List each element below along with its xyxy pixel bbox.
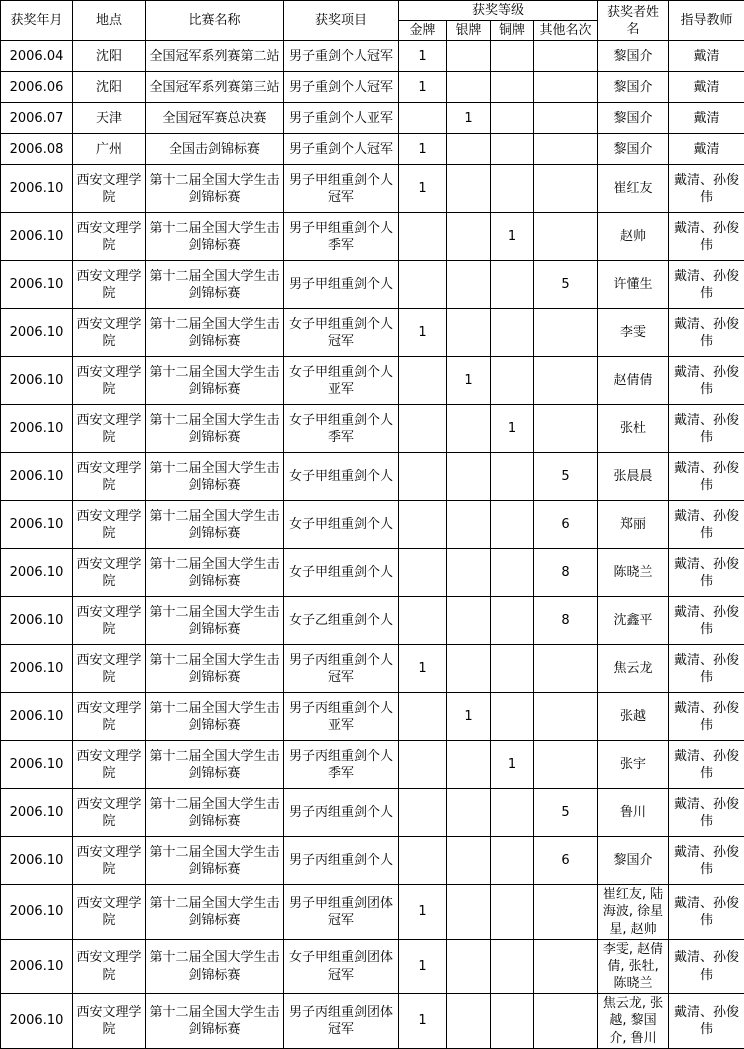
- cell-gold: [399, 357, 447, 405]
- cell-event: 男子重剑个人亚军: [284, 103, 399, 134]
- cell-year-month: 2006.10: [1, 549, 73, 597]
- cell-competition: 第十二届全国大学生击剑锦标赛: [146, 453, 284, 501]
- cell-location: 西安文理学院: [73, 501, 146, 549]
- cell-advisor: 戴清、孙俊伟: [669, 597, 744, 645]
- cell-competition: 第十二届全国大学生击剑锦标赛: [146, 405, 284, 453]
- cell-year-month: 2006.10: [1, 939, 73, 993]
- cell-silver: [447, 994, 491, 1048]
- cell-event: 男子丙组重剑个人: [284, 789, 399, 837]
- cell-event: 男子丙组重剑个人亚军: [284, 693, 399, 741]
- cell-event: 男子丙组重剑个人: [284, 837, 399, 885]
- cell-year-month: 2006.10: [1, 837, 73, 885]
- cell-location: 广州: [73, 134, 146, 165]
- cell-winner: 赵帅: [598, 213, 669, 261]
- cell-competition: 第十二届全国大学生击剑锦标赛: [146, 261, 284, 309]
- cell-gold: [399, 597, 447, 645]
- cell-other-rank: 8: [534, 549, 598, 597]
- cell-silver: [447, 309, 491, 357]
- cell-year-month: 2006.04: [1, 41, 73, 72]
- cell-advisor: 戴清、孙俊伟: [669, 939, 744, 993]
- cell-silver: [447, 405, 491, 453]
- cell-bronze: [491, 549, 534, 597]
- cell-year-month: 2006.10: [1, 453, 73, 501]
- cell-event: 女子甲组重剑个人冠军: [284, 309, 399, 357]
- cell-winner: 焦云龙, 张越, 黎国介, 鲁川: [598, 994, 669, 1048]
- cell-location: 西安文理学院: [73, 357, 146, 405]
- cell-winner: 焦云龙: [598, 645, 669, 693]
- cell-winner: 崔红友, 陆海波, 徐星星, 赵帅: [598, 885, 669, 939]
- cell-competition: 第十二届全国大学生击剑锦标赛: [146, 837, 284, 885]
- cell-event: 女子乙组重剑个人: [284, 597, 399, 645]
- cell-event: 女子甲组重剑个人: [284, 501, 399, 549]
- header-row-top: [1, 1, 744, 21]
- cell-advisor: 戴清、孙俊伟: [669, 453, 744, 501]
- cell-gold: [399, 693, 447, 741]
- table-row: [1, 357, 744, 405]
- cell-competition: 第十二届全国大学生击剑锦标赛: [146, 549, 284, 597]
- cell-competition: 第十二届全国大学生击剑锦标赛: [146, 645, 284, 693]
- cell-competition: 全国冠军赛总决赛: [146, 103, 284, 134]
- col-header-year-month: 获奖年月: [1, 1, 73, 41]
- cell-winner: 沈鑫平: [598, 597, 669, 645]
- cell-competition: 第十二届全国大学生击剑锦标赛: [146, 357, 284, 405]
- cell-advisor: 戴清、孙俊伟: [669, 885, 744, 939]
- cell-competition: 第十二届全国大学生击剑锦标赛: [146, 741, 284, 789]
- cell-winner: 郑丽: [598, 501, 669, 549]
- cell-year-month: 2006.06: [1, 72, 73, 103]
- cell-winner: 崔红友: [598, 165, 669, 213]
- table-row: [1, 885, 744, 939]
- cell-advisor: 戴清、孙俊伟: [669, 994, 744, 1048]
- cell-winner: 李雯, 赵倩倩, 张牡, 陈晓兰: [598, 939, 669, 993]
- cell-event: 男子甲组重剑团体冠军: [284, 885, 399, 939]
- cell-winner: 许懂生: [598, 261, 669, 309]
- table-header: [1, 1, 744, 41]
- cell-competition: 第十二届全国大学生击剑锦标赛: [146, 501, 284, 549]
- cell-advisor: 戴清、孙俊伟: [669, 693, 744, 741]
- col-header-event: 获奖项目: [284, 1, 399, 41]
- cell-advisor: 戴清、孙俊伟: [669, 501, 744, 549]
- cell-competition: 全国冠军系列赛第二站: [146, 41, 284, 72]
- table-row: [1, 693, 744, 741]
- cell-gold: [399, 405, 447, 453]
- cell-bronze: [491, 994, 534, 1048]
- cell-year-month: 2006.08: [1, 134, 73, 165]
- cell-advisor: 戴清、孙俊伟: [669, 165, 744, 213]
- cell-advisor: 戴清: [669, 103, 744, 134]
- cell-event: 女子甲组重剑个人: [284, 549, 399, 597]
- cell-silver: [447, 645, 491, 693]
- cell-event: 男子丙组重剑个人季军: [284, 741, 399, 789]
- cell-competition: 第十二届全国大学生击剑锦标赛: [146, 885, 284, 939]
- cell-year-month: 2006.10: [1, 789, 73, 837]
- cell-location: 天津: [73, 103, 146, 134]
- cell-gold: 1: [399, 309, 447, 357]
- cell-event: 女子甲组重剑个人亚军: [284, 357, 399, 405]
- cell-gold: [399, 501, 447, 549]
- cell-other-rank: 6: [534, 501, 598, 549]
- cell-silver: [447, 501, 491, 549]
- cell-bronze: [491, 837, 534, 885]
- cell-year-month: 2006.10: [1, 597, 73, 645]
- cell-other-rank: [534, 645, 598, 693]
- cell-location: 西安文理学院: [73, 213, 146, 261]
- cell-other-rank: 6: [534, 837, 598, 885]
- col-header-location: 地点: [73, 1, 146, 41]
- cell-location: 西安文理学院: [73, 261, 146, 309]
- cell-location: 西安文理学院: [73, 309, 146, 357]
- cell-competition: 第十二届全国大学生击剑锦标赛: [146, 309, 284, 357]
- cell-event: 男子甲组重剑个人季军: [284, 213, 399, 261]
- cell-silver: [447, 885, 491, 939]
- cell-silver: [447, 597, 491, 645]
- table-body: [1, 41, 744, 1048]
- cell-location: 西安文理学院: [73, 837, 146, 885]
- cell-location: 沈阳: [73, 41, 146, 72]
- cell-gold: [399, 103, 447, 134]
- cell-silver: [447, 134, 491, 165]
- cell-event: 男子重剑个人冠军: [284, 72, 399, 103]
- table-row: [1, 134, 744, 165]
- cell-gold: [399, 453, 447, 501]
- cell-bronze: [491, 693, 534, 741]
- cell-winner: 张宇: [598, 741, 669, 789]
- cell-bronze: [491, 645, 534, 693]
- col-header-silver: 银牌: [447, 21, 491, 41]
- table-row: [1, 41, 744, 72]
- cell-advisor: 戴清、孙俊伟: [669, 645, 744, 693]
- cell-silver: [447, 165, 491, 213]
- table-row: [1, 213, 744, 261]
- cell-advisor: 戴清、孙俊伟: [669, 837, 744, 885]
- cell-event: 男子重剑个人冠军: [284, 41, 399, 72]
- cell-winner: 黎国介: [598, 103, 669, 134]
- col-header-winner: 获奖者姓名: [598, 1, 669, 41]
- cell-other-rank: 5: [534, 789, 598, 837]
- cell-advisor: 戴清、孙俊伟: [669, 405, 744, 453]
- cell-year-month: 2006.10: [1, 357, 73, 405]
- cell-year-month: 2006.10: [1, 165, 73, 213]
- cell-bronze: [491, 453, 534, 501]
- cell-other-rank: 5: [534, 261, 598, 309]
- cell-other-rank: [534, 939, 598, 993]
- cell-competition: 第十二届全国大学生击剑锦标赛: [146, 789, 284, 837]
- cell-other-rank: [534, 165, 598, 213]
- cell-location: 西安文理学院: [73, 693, 146, 741]
- col-header-advisor: 指导教师: [669, 1, 744, 41]
- cell-other-rank: 8: [534, 597, 598, 645]
- cell-winner: 黎国介: [598, 134, 669, 165]
- cell-silver: [447, 549, 491, 597]
- cell-winner: 黎国介: [598, 837, 669, 885]
- cell-bronze: [491, 357, 534, 405]
- cell-event: 男子重剑个人冠军: [284, 134, 399, 165]
- cell-location: 西安文理学院: [73, 405, 146, 453]
- cell-event: 女子甲组重剑个人季军: [284, 405, 399, 453]
- cell-silver: [447, 261, 491, 309]
- cell-year-month: 2006.10: [1, 885, 73, 939]
- col-header-gold: 金牌: [399, 21, 447, 41]
- cell-advisor: 戴清: [669, 134, 744, 165]
- cell-winner: 鲁川: [598, 789, 669, 837]
- table-row: [1, 741, 744, 789]
- table-row: [1, 939, 744, 993]
- cell-other-rank: [534, 134, 598, 165]
- cell-gold: 1: [399, 939, 447, 993]
- col-header-competition: 比赛名称: [146, 1, 284, 41]
- cell-location: 西安文理学院: [73, 549, 146, 597]
- cell-advisor: 戴清、孙俊伟: [669, 261, 744, 309]
- cell-other-rank: 5: [534, 453, 598, 501]
- cell-year-month: 2006.10: [1, 501, 73, 549]
- cell-gold: 1: [399, 134, 447, 165]
- cell-location: 西安文理学院: [73, 789, 146, 837]
- cell-other-rank: [534, 103, 598, 134]
- cell-location: 西安文理学院: [73, 994, 146, 1048]
- cell-bronze: 1: [491, 741, 534, 789]
- cell-bronze: [491, 103, 534, 134]
- cell-gold: 1: [399, 994, 447, 1048]
- cell-advisor: 戴清: [669, 41, 744, 72]
- cell-winner: 张晨晨: [598, 453, 669, 501]
- cell-advisor: 戴清、孙俊伟: [669, 357, 744, 405]
- cell-location: 西安文理学院: [73, 885, 146, 939]
- cell-silver: 1: [447, 693, 491, 741]
- table-row: [1, 261, 744, 309]
- cell-location: 西安文理学院: [73, 645, 146, 693]
- cell-silver: 1: [447, 357, 491, 405]
- cell-bronze: [491, 261, 534, 309]
- table-row: [1, 597, 744, 645]
- cell-other-rank: [534, 741, 598, 789]
- cell-competition: 全国击剑锦标赛: [146, 134, 284, 165]
- cell-bronze: [491, 165, 534, 213]
- cell-competition: 第十二届全国大学生击剑锦标赛: [146, 213, 284, 261]
- table-row: [1, 501, 744, 549]
- cell-gold: 1: [399, 645, 447, 693]
- cell-other-rank: [534, 309, 598, 357]
- cell-competition: 全国冠军系列赛第三站: [146, 72, 284, 103]
- cell-year-month: 2006.10: [1, 994, 73, 1048]
- cell-competition: 第十二届全国大学生击剑锦标赛: [146, 693, 284, 741]
- cell-gold: [399, 261, 447, 309]
- cell-silver: [447, 453, 491, 501]
- cell-winner: 陈晓兰: [598, 549, 669, 597]
- cell-bronze: [491, 597, 534, 645]
- cell-bronze: [491, 309, 534, 357]
- cell-bronze: [491, 885, 534, 939]
- cell-year-month: 2006.10: [1, 741, 73, 789]
- cell-year-month: 2006.10: [1, 645, 73, 693]
- table-row: [1, 165, 744, 213]
- cell-gold: [399, 789, 447, 837]
- cell-bronze: [491, 72, 534, 103]
- cell-silver: [447, 41, 491, 72]
- cell-silver: [447, 72, 491, 103]
- cell-gold: 1: [399, 885, 447, 939]
- cell-bronze: [491, 41, 534, 72]
- cell-other-rank: [534, 885, 598, 939]
- cell-other-rank: [534, 994, 598, 1048]
- table-row: [1, 789, 744, 837]
- cell-other-rank: [534, 41, 598, 72]
- cell-other-rank: [534, 357, 598, 405]
- cell-advisor: 戴清、孙俊伟: [669, 213, 744, 261]
- table-row: [1, 453, 744, 501]
- cell-competition: 第十二届全国大学生击剑锦标赛: [146, 939, 284, 993]
- cell-advisor: 戴清、孙俊伟: [669, 309, 744, 357]
- cell-advisor: 戴清、孙俊伟: [669, 789, 744, 837]
- cell-advisor: 戴清: [669, 72, 744, 103]
- cell-silver: [447, 213, 491, 261]
- cell-gold: [399, 837, 447, 885]
- cell-location: 西安文理学院: [73, 597, 146, 645]
- cell-competition: 第十二届全国大学生击剑锦标赛: [146, 597, 284, 645]
- cell-event: 男子甲组重剑个人: [284, 261, 399, 309]
- cell-location: 西安文理学院: [73, 453, 146, 501]
- cell-event: 女子甲组重剑个人: [284, 453, 399, 501]
- cell-year-month: 2006.10: [1, 405, 73, 453]
- cell-other-rank: [534, 693, 598, 741]
- cell-other-rank: [534, 72, 598, 103]
- cell-winner: 黎国介: [598, 72, 669, 103]
- col-header-bronze: 铜牌: [491, 21, 534, 41]
- cell-winner: 黎国介: [598, 41, 669, 72]
- cell-advisor: 戴清、孙俊伟: [669, 741, 744, 789]
- cell-location: 西安文理学院: [73, 939, 146, 993]
- cell-gold: [399, 549, 447, 597]
- cell-year-month: 2006.10: [1, 261, 73, 309]
- cell-gold: 1: [399, 41, 447, 72]
- cell-year-month: 2006.10: [1, 693, 73, 741]
- cell-event: 男子丙组重剑团体冠军: [284, 994, 399, 1048]
- table-row: [1, 309, 744, 357]
- cell-event: 男子丙组重剑个人冠军: [284, 645, 399, 693]
- cell-competition: 第十二届全国大学生击剑锦标赛: [146, 994, 284, 1048]
- cell-bronze: [491, 134, 534, 165]
- cell-event: 男子甲组重剑个人冠军: [284, 165, 399, 213]
- cell-silver: [447, 837, 491, 885]
- cell-location: 西安文理学院: [73, 741, 146, 789]
- cell-winner: 李雯: [598, 309, 669, 357]
- cell-year-month: 2006.10: [1, 213, 73, 261]
- cell-winner: 张越: [598, 693, 669, 741]
- col-header-award-level-group: 获奖等级: [399, 1, 598, 21]
- table-row: [1, 103, 744, 134]
- cell-silver: [447, 789, 491, 837]
- cell-silver: [447, 741, 491, 789]
- cell-silver: [447, 939, 491, 993]
- cell-gold: 1: [399, 165, 447, 213]
- cell-gold: [399, 213, 447, 261]
- cell-bronze: 1: [491, 213, 534, 261]
- cell-competition: 第十二届全国大学生击剑锦标赛: [146, 165, 284, 213]
- cell-bronze: [491, 789, 534, 837]
- cell-gold: [399, 741, 447, 789]
- table-row: [1, 549, 744, 597]
- table-row: [1, 405, 744, 453]
- table-row: [1, 72, 744, 103]
- cell-advisor: 戴清、孙俊伟: [669, 549, 744, 597]
- cell-bronze: [491, 939, 534, 993]
- cell-gold: 1: [399, 72, 447, 103]
- cell-bronze: [491, 501, 534, 549]
- cell-location: 西安文理学院: [73, 165, 146, 213]
- cell-year-month: 2006.07: [1, 103, 73, 134]
- cell-winner: 赵倩倩: [598, 357, 669, 405]
- table-row: [1, 994, 744, 1048]
- cell-silver: 1: [447, 103, 491, 134]
- table-row: [1, 645, 744, 693]
- cell-bronze: 1: [491, 405, 534, 453]
- cell-other-rank: [534, 405, 598, 453]
- cell-year-month: 2006.10: [1, 309, 73, 357]
- cell-event: 女子甲组重剑团体冠军: [284, 939, 399, 993]
- cell-winner: 张杜: [598, 405, 669, 453]
- table-row: [1, 837, 744, 885]
- cell-other-rank: [534, 213, 598, 261]
- col-header-other-rank: 其他名次: [534, 21, 598, 41]
- cell-location: 沈阳: [73, 72, 146, 103]
